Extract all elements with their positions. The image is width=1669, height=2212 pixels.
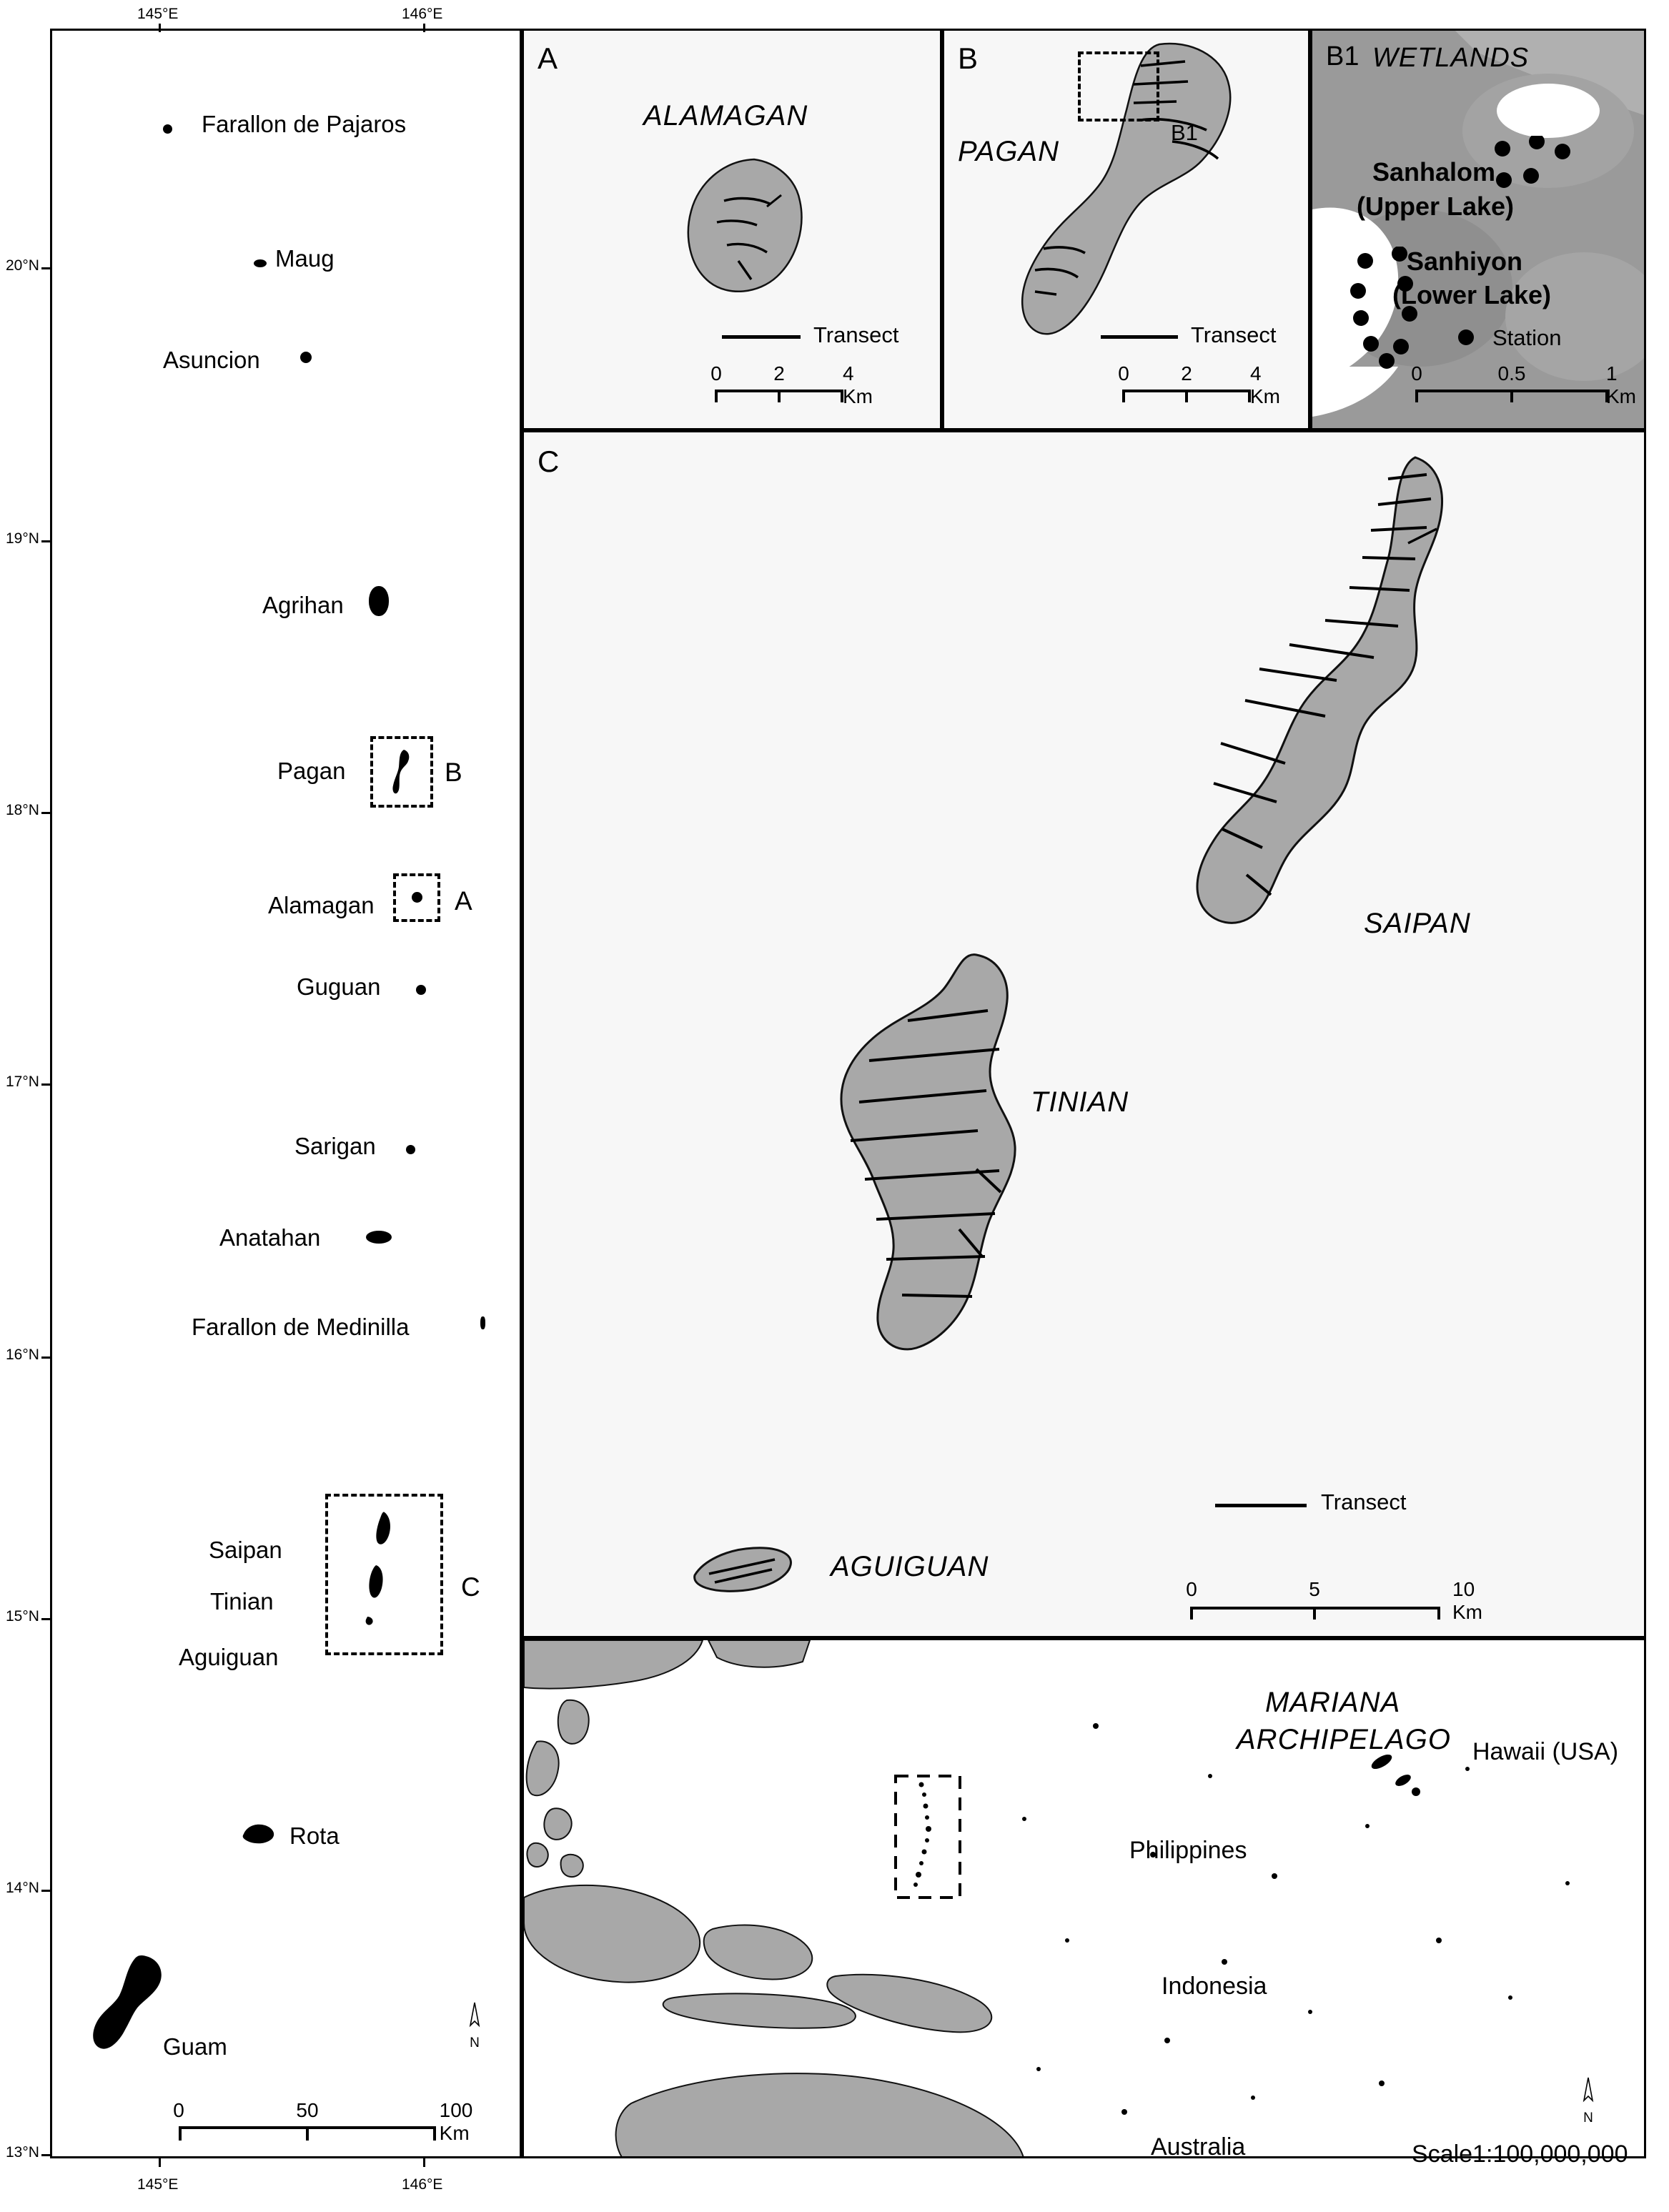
island-shape-alamagan-detail — [683, 154, 826, 311]
island-shape-aguiguan — [685, 1537, 806, 1601]
scalebar-value: 50 — [296, 2099, 319, 2121]
index-map-scalebar — [173, 2099, 473, 2148]
axis-label-13n: 13°N — [6, 2144, 39, 2161]
island-marker-farallon-de-medinilla — [480, 1316, 485, 1329]
scalebar-value: 0 — [1186, 1578, 1197, 1600]
north-arrow-label: N — [1583, 2111, 1593, 2126]
scalebar-value: 10 Km — [1452, 1578, 1482, 1623]
panel-a-scalebar — [710, 362, 873, 411]
panel-b1-scalebar — [1411, 362, 1636, 411]
north-arrow-label: N — [470, 2035, 480, 2050]
island-label-aguiguan: Aguiguan — [179, 1644, 279, 1670]
scalebar-value: 100 Km — [439, 2099, 473, 2144]
scalebar-value: 0 — [1118, 362, 1129, 385]
axis-tick — [423, 2158, 425, 2167]
axis-label-15n: 15°N — [6, 1608, 39, 1625]
panel-world — [522, 1638, 1646, 2158]
axis-tick — [41, 267, 50, 269]
scalebar-value: 0 — [173, 2099, 184, 2121]
axis-tick — [159, 24, 161, 32]
axis-label-16n: 16°N — [6, 1346, 39, 1363]
scalebar-value: 2 — [773, 362, 785, 385]
axis-tick — [41, 1618, 50, 1620]
island-shape-tinian — [808, 943, 1115, 1437]
panel-c-letter: C — [538, 445, 560, 478]
label-mariana-line2: ARCHIPELAGO — [1237, 1724, 1451, 1755]
island-marker-alamagan — [412, 892, 422, 903]
label-sanhiyon-line1: Sanhiyon — [1407, 247, 1523, 276]
axis-label-14n: 14°N — [6, 1880, 39, 1896]
axis-tick — [41, 1083, 50, 1086]
island-label-farallon-de-pajaros: Farallon de Pajaros — [202, 111, 407, 137]
scalebar-value: 1 Km — [1606, 362, 1636, 407]
island-marker-guguan — [416, 985, 426, 995]
axis-tick — [159, 2158, 161, 2167]
axis-label-bottom-145e: 145°E — [137, 2176, 179, 2193]
legend-label-transect: Transect — [813, 322, 899, 347]
axis-label-19n: 19°N — [6, 530, 39, 547]
island-marker-sarigan — [406, 1145, 415, 1154]
panel-b-letter: B — [958, 41, 979, 75]
panel-c-scalebar — [1186, 1578, 1482, 1628]
inset-box-label-a: A — [455, 886, 472, 916]
scalebar-value: 0 — [710, 362, 722, 385]
stations-upper-lake — [1487, 136, 1587, 193]
island-label-sarigan: Sarigan — [294, 1133, 376, 1159]
island-label-tinian: Tinian — [210, 1588, 274, 1615]
station-legend-icon — [1457, 327, 1478, 349]
island-marker-agrihan — [369, 586, 389, 616]
legend-label-transect: Transect — [1321, 1489, 1407, 1514]
scalebar-value: 0 — [1411, 362, 1422, 385]
label-sanhalom-line2: (Upper Lake) — [1357, 192, 1515, 221]
axis-label-top-146e: 146°E — [402, 6, 443, 22]
north-arrow-index — [465, 2001, 485, 2051]
world-region-map — [524, 1640, 1646, 2158]
legend-label-transect: Transect — [1191, 322, 1277, 347]
island-marker-farallon-de-pajaros — [163, 124, 172, 134]
island-label-anatahan: Anatahan — [219, 1224, 321, 1251]
island-marker-maug — [254, 259, 267, 267]
label-mariana-line1: MARIANA — [1265, 1687, 1401, 1718]
island-label-guguan: Guguan — [297, 973, 381, 1000]
axis-label-17n: 17°N — [6, 1073, 39, 1090]
panel-b-scalebar — [1118, 362, 1280, 411]
scalebar-value: 4 Km — [1250, 362, 1280, 407]
inset-box-label-c: C — [461, 1572, 480, 1602]
label-australia: Australia — [1151, 2133, 1246, 2161]
axis-tick — [41, 1890, 50, 1892]
axis-tick — [41, 1357, 50, 1359]
panel-a-island-name: ALAMAGAN — [643, 100, 808, 132]
island-label-asuncion: Asuncion — [163, 347, 260, 373]
panel-b1-letter: B1 — [1326, 41, 1360, 71]
panel-b1-title: WETLANDS — [1372, 43, 1530, 73]
axis-label-18n: 18°N — [6, 802, 39, 818]
inset-box-label-b: B — [445, 758, 462, 787]
world-scale-text: Scale1:100,000,000 — [1412, 2141, 1628, 2168]
panel-a-letter: A — [538, 41, 558, 75]
axis-tick — [41, 540, 50, 542]
axis-tick — [41, 812, 50, 814]
axis-tick — [41, 2154, 50, 2156]
scalebar-value: 0.5 — [1497, 362, 1526, 385]
panel-c-island-tinian: TINIAN — [1031, 1086, 1129, 1118]
label-sanhiyon-line2: (Lower Lake) — [1392, 280, 1552, 309]
island-label-maug: Maug — [275, 245, 335, 272]
island-label-rota: Rota — [289, 1822, 340, 1849]
label-indonesia: Indonesia — [1162, 1973, 1267, 2000]
island-marker-anatahan — [366, 1231, 392, 1244]
island-label-agrihan: Agrihan — [262, 592, 344, 618]
island-label-guam: Guam — [163, 2033, 227, 2060]
scalebar-value: 5 — [1309, 1578, 1320, 1600]
island-shape-saipan — [1079, 443, 1480, 965]
island-label-farallon-de-medinilla: Farallon de Medinilla — [192, 1314, 410, 1340]
island-label-pagan: Pagan — [277, 758, 346, 784]
panel-c-island-aguiguan: AGUIGUAN — [831, 1551, 989, 1582]
inset-box-label-b1: B1 — [1171, 120, 1198, 145]
island-shapes-saipan-tinian-aguiguan — [356, 1509, 407, 1652]
scalebar-value: 2 — [1181, 362, 1192, 385]
axis-label-top-145e: 145°E — [137, 6, 179, 22]
label-philippines: Philippines — [1129, 1837, 1247, 1864]
panel-b-island-name: PAGAN — [958, 136, 1060, 167]
index-map-panel — [50, 29, 522, 2158]
label-hawaii: Hawaii (USA) — [1472, 1738, 1619, 1765]
legend-label-station: Station — [1492, 325, 1562, 350]
panel-c-island-saipan: SAIPAN — [1364, 908, 1471, 939]
island-shape-rota — [239, 1815, 282, 1851]
axis-label-20n: 20°N — [6, 257, 39, 274]
island-shape-guam — [89, 1951, 193, 2080]
island-marker-asuncion — [300, 352, 312, 363]
axis-tick — [423, 24, 425, 32]
north-arrow-icon — [1578, 2076, 1598, 2111]
north-arrow-world — [1578, 2076, 1598, 2126]
inset-box-b1-on-pagan — [1078, 51, 1159, 121]
axis-label-bottom-146e: 146°E — [402, 2176, 443, 2193]
north-arrow-icon — [465, 2001, 485, 2035]
scalebar-value: 4 Km — [843, 362, 873, 407]
island-label-saipan: Saipan — [209, 1537, 282, 1563]
island-label-alamagan: Alamagan — [268, 892, 375, 918]
label-sanhalom-line1: Sanhalom — [1372, 157, 1496, 187]
island-shape-pagan — [390, 747, 418, 797]
